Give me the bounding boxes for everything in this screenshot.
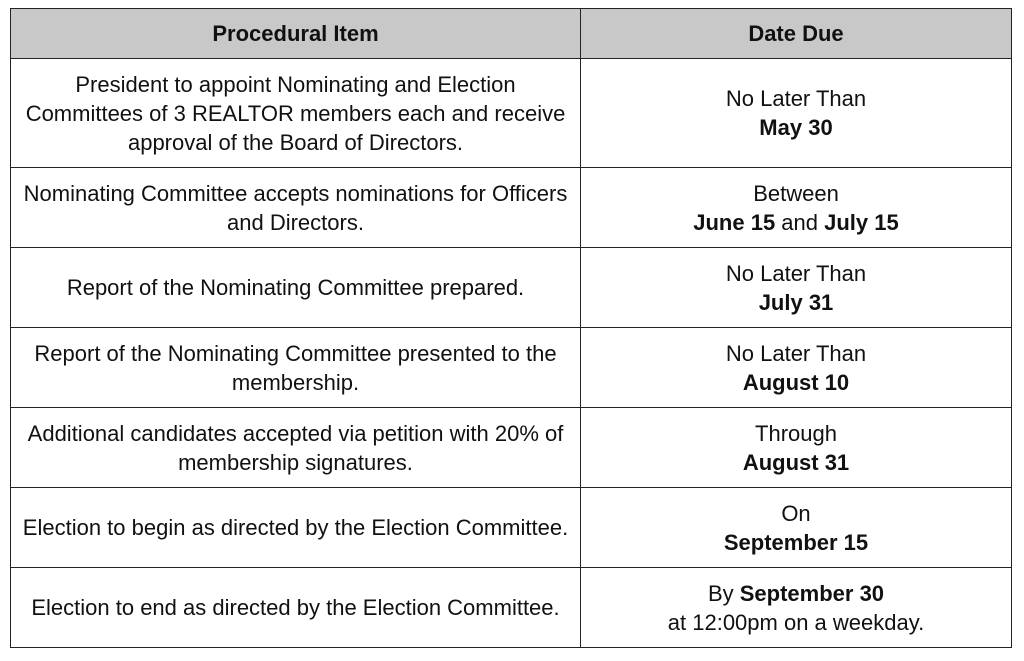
procedural-item-cell: Report of the Nominating Committee prepared. <box>11 248 581 328</box>
header-date-due: Date Due <box>581 9 1012 59</box>
date-qualifier: Between <box>753 180 839 206</box>
due-date: September 30 <box>739 580 885 606</box>
header-row <box>11 9 1012 59</box>
due-date: August 31 <box>742 449 850 475</box>
date-due-cell <box>581 59 1012 168</box>
due-date: May 30 <box>759 115 833 140</box>
procedural-item-cell: Election to end as directed by the Election Committee. <box>11 568 581 648</box>
table-row <box>11 168 1012 248</box>
date-due-cell <box>581 328 1012 408</box>
table-row <box>11 488 1012 568</box>
procedural-item-cell: Nominating Committee accepts nominations for Officers and Directors. <box>11 168 581 248</box>
procedural-item-cell: Report of the Nominating Committee presented to the membership. <box>11 328 581 408</box>
table-row <box>11 248 1012 328</box>
date-qualifier: Through <box>755 420 837 446</box>
date-joiner: and <box>775 209 825 235</box>
date-due-cell <box>581 408 1012 488</box>
election-schedule-table <box>10 8 1012 648</box>
header-procedural-item: Procedural Item <box>11 9 581 59</box>
due-date: September 15 <box>723 529 869 555</box>
date-due-cell <box>581 568 1012 648</box>
table-row <box>11 568 1012 648</box>
due-date-end: July 15 <box>824 209 899 235</box>
table-row <box>11 59 1012 168</box>
date-due-cell <box>581 168 1012 248</box>
due-date: August 10 <box>742 369 850 395</box>
date-qualifier: No Later Than <box>725 260 867 286</box>
date-qualifier: On <box>781 500 811 526</box>
procedural-item-cell: Additional candidates accepted via petition with 20% of membership signatures. <box>11 408 581 488</box>
date-qualifier: No Later Than <box>725 86 867 111</box>
due-date-start: June 15 <box>693 209 776 235</box>
date-qualifier: By <box>707 580 740 606</box>
date-due-cell <box>581 248 1012 328</box>
due-date: July 31 <box>758 289 834 315</box>
table-row <box>11 408 1012 488</box>
table-row <box>11 328 1012 408</box>
date-due-cell <box>581 488 1012 568</box>
procedural-item-cell: President to appoint Nominating and Election Committees of 3 REALTOR members each and receive approval of the Board of Directors. <box>11 59 581 168</box>
date-qualifier: No Later Than <box>725 340 867 366</box>
due-time-note: at 12:00pm on a weekday. <box>667 609 925 635</box>
procedural-item-cell: Election to begin as directed by the Election Committee. <box>11 488 581 568</box>
